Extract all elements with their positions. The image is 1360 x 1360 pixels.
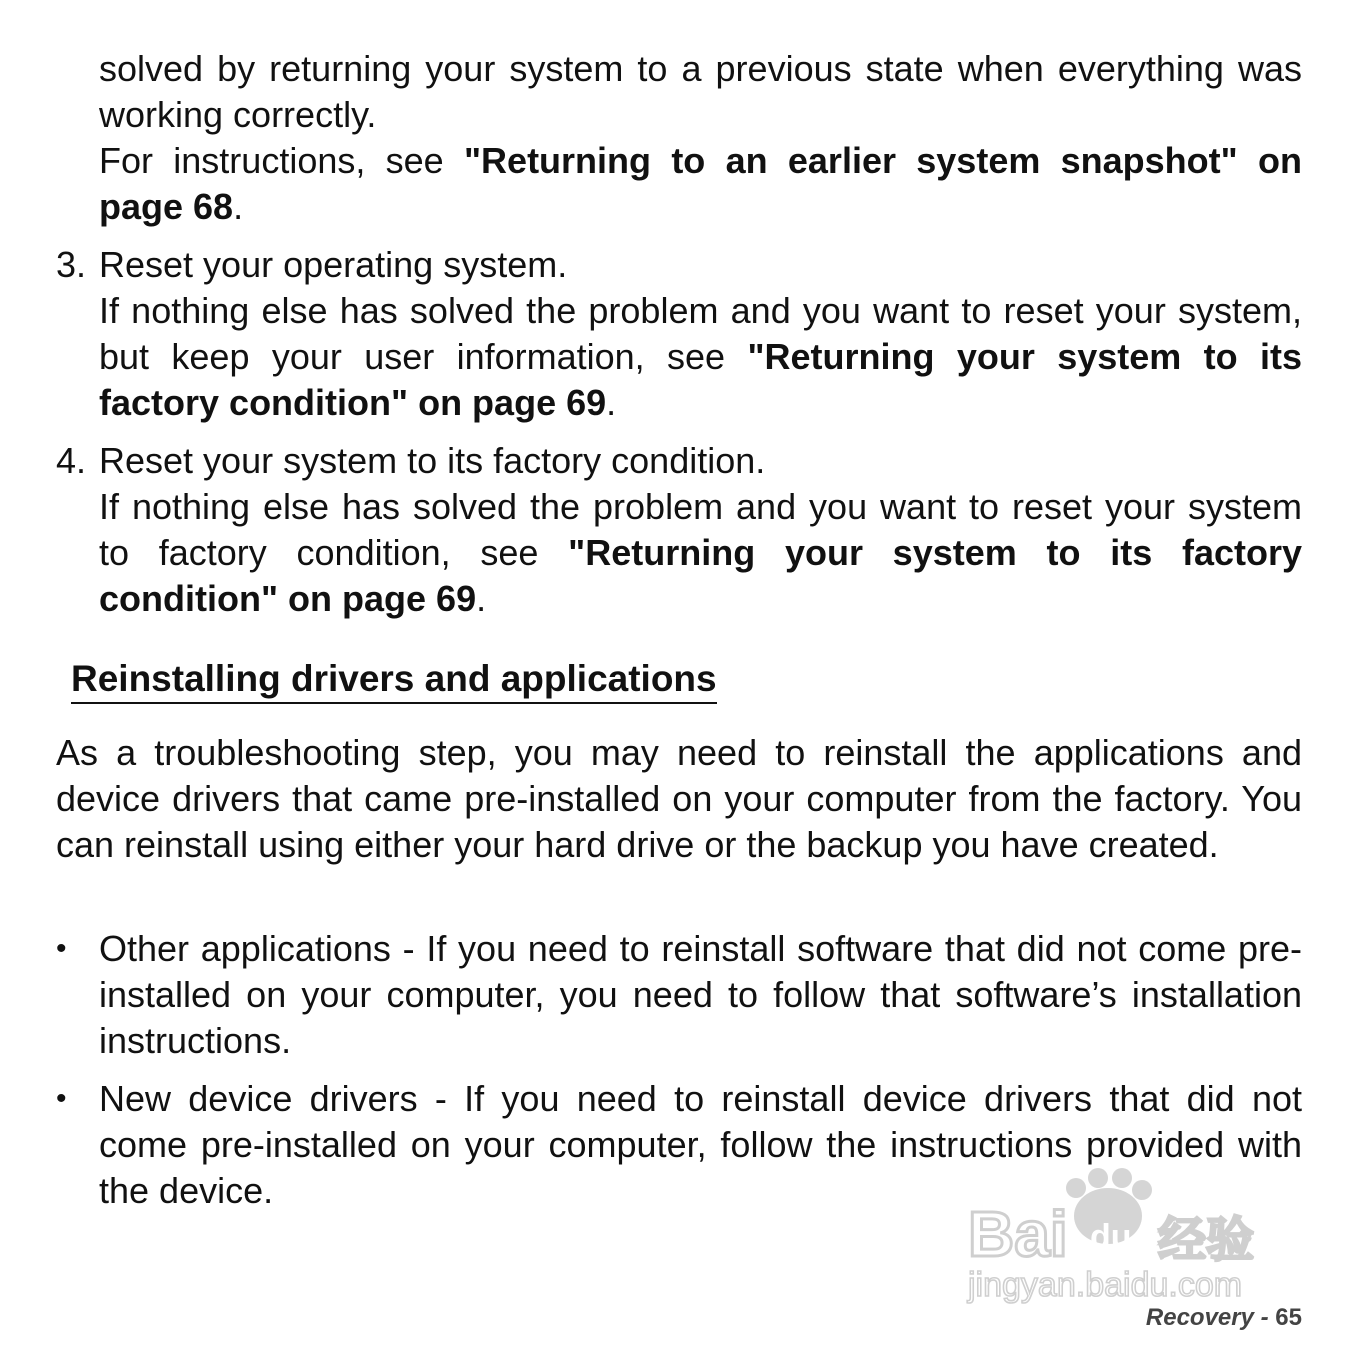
step-text-suffix: . [476,578,487,619]
section-heading: Reinstalling drivers and applications [71,656,717,704]
bullet-marker: • [56,1082,67,1115]
page-number: 65 [1275,1304,1302,1331]
reference-link-factory[interactable]: "Returning your system to its factory condition" on page 69 [99,336,1302,423]
step-title: Reset your system to its factory condition. [99,440,766,481]
section-intro: As a troubleshooting step, you may need to reinstall the applications and device drivers that came pre-installed on your computer from the factory. You can reinstall using either your hard drive or the backup you have created. [56,732,1302,865]
reference-link-factory[interactable]: "Returning your system to its factory condition" on page 69 [99,532,1303,619]
continuation-text: solved by returning your system to a previous state when everything was working correctly. [99,48,1302,135]
step-number: 3. [56,244,87,285]
step-text: If nothing else has solved the problem and you want to reset your system to factory condition, see [99,486,1302,573]
baidu-jingyan-watermark [958,1168,1288,1318]
watermark-url: jingyan.baidu.com [968,1266,1243,1304]
watermark-brand: Bai [968,1198,1068,1270]
watermark-brand-du: du [1090,1218,1132,1256]
bullet-item-other-applications: Other applications - If you need to reinstall software that did not come pre-installed on your computer, you need to follow that software’s installation instructions. [99,928,1302,1061]
page-footer [1146,1304,1302,1332]
reference-link-snapshot[interactable]: "Returning to an earlier system snapshot" on page 68 [99,140,1302,227]
step-text-suffix: . [606,382,617,423]
step-text: If nothing else has solved the problem and you want to reset your system, but keep your user information, see [99,290,1302,377]
footer-section: Recovery - [1145,1304,1269,1331]
reference-suffix: . [233,186,244,227]
reference-prefix: For instructions, see [99,140,464,181]
step-title: Reset your operating system. [99,244,568,285]
step-description [99,288,1302,426]
instructions-reference [99,138,1302,230]
bullet-marker: • [56,932,67,965]
step-number: 4. [56,440,87,481]
continuation-paragraph [99,46,1302,138]
bullet-item-device-drivers: New device drivers - If you need to reinstall device drivers that did not come pre-installed on your computer, follow the instructions provided with the device. [99,1078,1302,1211]
watermark-cn: 经验 [1158,1212,1255,1268]
step-description [99,484,1302,622]
